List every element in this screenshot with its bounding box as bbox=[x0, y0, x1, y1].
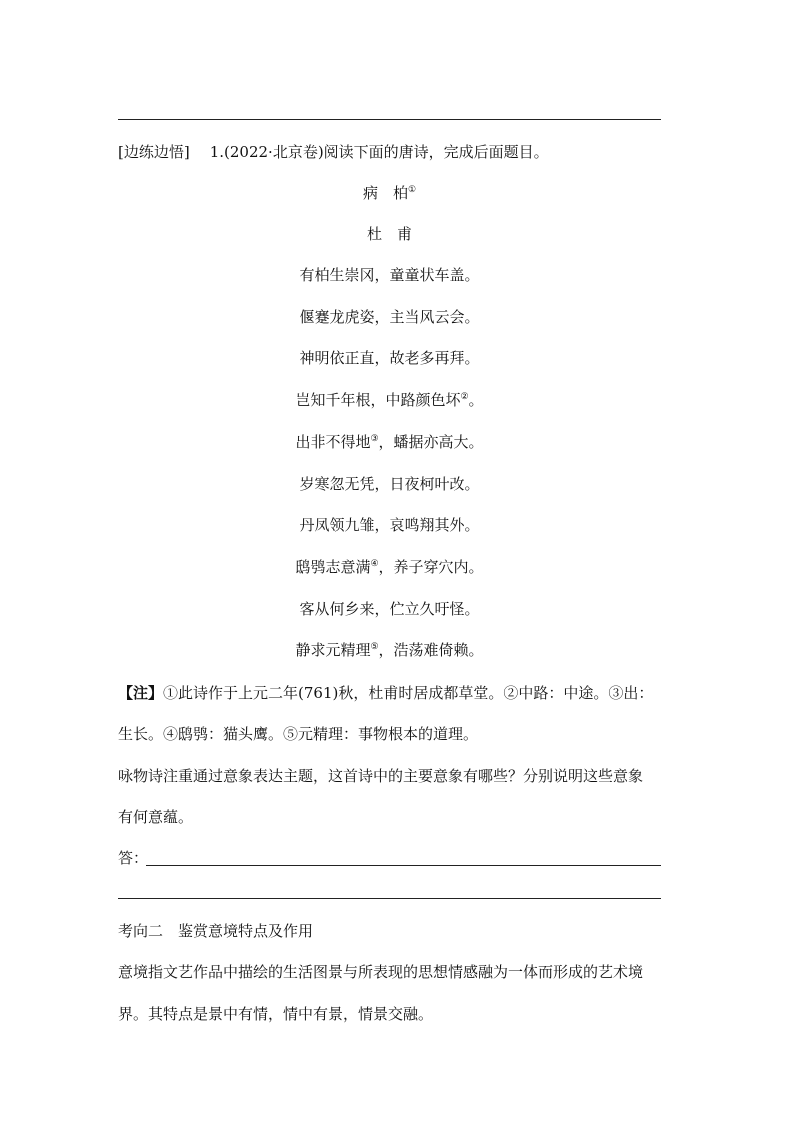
poem-line bbox=[118, 515, 661, 535]
poem-line-note: ③ bbox=[370, 434, 379, 444]
poem-line-text: 有柏生崇冈，童童状车盖。 bbox=[299, 266, 480, 284]
poem-line-text: 偃蹇龙虎姿，主当风云会。 bbox=[299, 308, 480, 326]
poem-line-text-rest: ，浩荡难倚赖。 bbox=[378, 641, 484, 659]
section-heading: 考向二 鉴赏意境特点及作用 bbox=[118, 922, 314, 940]
question-intro: 1.(2022·北京卷)阅读下面的唐诗，完成后面题目。 bbox=[209, 143, 549, 161]
notes-label: 【注】 bbox=[118, 684, 164, 702]
top-rule bbox=[118, 119, 661, 120]
question-line-1: 咏物诗注重通过意象表达主题，这首诗中的主要意象有哪些？分别说明这些意象 bbox=[118, 767, 644, 785]
notes-text-1: ①此诗作于上元二年(761)秋，杜甫时居成都草堂。②中路：中途。③出： bbox=[163, 684, 654, 702]
notes-line-2: 生长。④鸱鸮：猫头鹰。⑤元精理：事物根本的道理。 bbox=[118, 725, 479, 743]
poem-line bbox=[118, 474, 661, 494]
poem-line-text: 神明依正直，故老多再拜。 bbox=[299, 349, 480, 367]
poem-line-text: 丹凤领九雏，哀鸣翔其外。 bbox=[299, 516, 480, 534]
poem-line-note: ④ bbox=[370, 559, 379, 569]
poem-line-text-rest: ，蟠据亦高大。 bbox=[378, 433, 484, 451]
question-line-2: 有何意蕴。 bbox=[118, 808, 194, 826]
poem-line-note: ⑤ bbox=[370, 642, 379, 652]
answer-label: 答： bbox=[118, 849, 149, 867]
poem-line bbox=[118, 307, 661, 327]
poem-line-note: ② bbox=[460, 392, 469, 402]
poem-line bbox=[118, 265, 661, 285]
poem-line-text: 岁寒忽无凭，日夜柯叶改。 bbox=[299, 475, 480, 493]
poem-line bbox=[118, 432, 661, 452]
poem-line-text: 静求元精理 bbox=[295, 641, 371, 659]
poem-line bbox=[118, 640, 661, 660]
poem-author: 杜 甫 bbox=[366, 225, 412, 243]
poem-line-text-rest: ，养子穿穴内。 bbox=[378, 558, 484, 576]
poem-line bbox=[118, 599, 661, 619]
poem-title-text: 病 柏 bbox=[362, 184, 408, 202]
section-para-line-2: 界。其特点是景中有情，情中有景，情景交融。 bbox=[118, 1005, 434, 1023]
poem-line-text: 出非不得地 bbox=[295, 433, 371, 451]
section-tag: [边练边悟] bbox=[118, 143, 190, 161]
poem-line-text: 客从何乡来，伫立久吁怪。 bbox=[299, 600, 480, 618]
poem-line bbox=[118, 390, 661, 410]
poem-line-text: 鸱鸮志意满 bbox=[295, 558, 371, 576]
poem-line-text: 岂知千年根，中路颜色坏 bbox=[295, 391, 461, 409]
question-header bbox=[118, 142, 549, 162]
notes-line-1 bbox=[118, 683, 653, 703]
poem-line-text-rest: 。 bbox=[468, 391, 484, 409]
poem-title-note: ① bbox=[407, 185, 417, 195]
poem-line bbox=[118, 557, 661, 577]
answer-line-1[interactable] bbox=[146, 865, 661, 866]
poem-title bbox=[118, 183, 661, 203]
poem-line bbox=[118, 348, 661, 368]
answer-line-2[interactable] bbox=[118, 898, 661, 899]
section-para-line-1: 意境指文艺作品中描绘的生活图景与所表现的思想情感融为一体而形成的艺术境 bbox=[118, 963, 644, 981]
